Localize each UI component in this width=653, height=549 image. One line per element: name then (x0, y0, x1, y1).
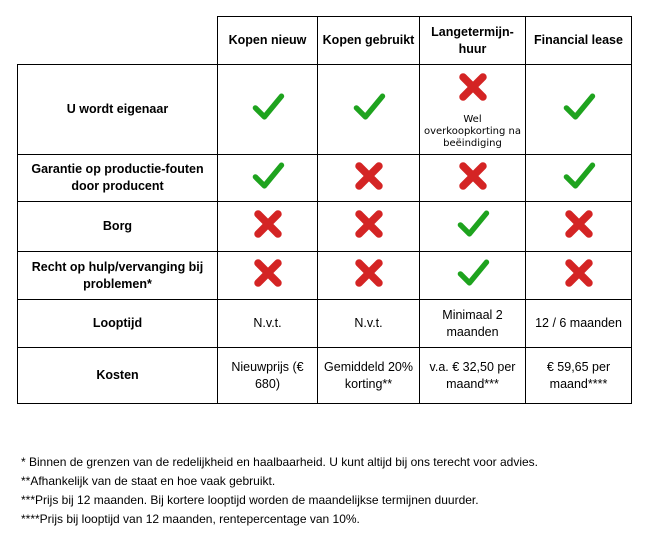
column-header-langetermijnhuur: Langetermijn-huur (420, 17, 526, 65)
table-cell (218, 252, 318, 300)
cell-note: Wel overkoopkorting na beëindiging (423, 114, 521, 149)
table-cell (420, 155, 526, 202)
table-cell (218, 202, 318, 252)
table-cell: € 59,65 per maand**** (526, 348, 632, 404)
red-cross-icon (351, 255, 387, 291)
row-label: Borg (18, 202, 218, 252)
table-cell (318, 65, 420, 155)
green-checkmark-icon (561, 158, 597, 194)
red-cross-icon (351, 158, 387, 194)
red-cross-icon (561, 206, 597, 242)
green-checkmark-icon (250, 158, 286, 194)
green-checkmark-icon (250, 89, 286, 125)
table-cell: v.a. € 32,50 per maand*** (420, 348, 526, 404)
red-cross-icon (561, 255, 597, 291)
footnote: ***Prijs bij 12 maanden. Bij kortere looptijd worden de maandelijkse termijnen duurder. (21, 493, 479, 507)
table-row-kosten (18, 348, 632, 404)
footnote: * Binnen de grenzen van de redelijkheid en haalbaarheid. U kunt altijd bij ons terecht voor advies. (21, 455, 538, 469)
table-cell (218, 65, 318, 155)
table-cell (420, 202, 526, 252)
footnotes (21, 453, 641, 529)
footnote: ****Prijs bij looptijd van 12 maanden, rentepercentage van 10%. (21, 512, 360, 526)
green-checkmark-icon (351, 89, 387, 125)
red-cross-icon (455, 158, 491, 194)
red-cross-icon (250, 206, 286, 242)
green-checkmark-icon (561, 89, 597, 125)
table-row-looptijd (18, 300, 632, 348)
table-cell: N.v.t. (218, 300, 318, 348)
column-header-kopen-gebruikt: Kopen gebruikt (318, 17, 420, 65)
corner-cell (18, 17, 218, 65)
red-cross-icon (351, 206, 387, 242)
table-cell (526, 155, 632, 202)
table-cell (526, 252, 632, 300)
red-cross-icon (455, 69, 491, 105)
table-row-hulp (18, 252, 632, 300)
green-checkmark-icon (455, 255, 491, 291)
table-cell (318, 202, 420, 252)
table-cell (420, 252, 526, 300)
footnote: **Afhankelijk van de staat en hoe vaak gebruikt. (21, 474, 276, 488)
table-row-borg (18, 202, 632, 252)
table-cell (318, 155, 420, 202)
header-row (18, 17, 632, 65)
row-label: Garantie op productie-fouten door producent (18, 155, 218, 202)
row-label: Kosten (18, 348, 218, 404)
table-cell (526, 202, 632, 252)
table-cell: 12 / 6 maanden (526, 300, 632, 348)
table-cell (526, 65, 632, 155)
table-cell (420, 65, 526, 155)
row-label: U wordt eigenaar (18, 65, 218, 155)
table-cell (318, 252, 420, 300)
green-checkmark-icon (455, 206, 491, 242)
column-header-financial-lease: Financial lease (526, 17, 632, 65)
table-row-garantie (18, 155, 632, 202)
table-row-eigenaar (18, 65, 632, 155)
table-cell (218, 155, 318, 202)
table-cell: Gemiddeld 20% korting** (318, 348, 420, 404)
red-cross-icon (250, 255, 286, 291)
comparison-table (17, 16, 632, 404)
table-cell: N.v.t. (318, 300, 420, 348)
table-cell: Nieuwprijs (€ 680) (218, 348, 318, 404)
column-header-kopen-nieuw: Kopen nieuw (218, 17, 318, 65)
row-label: Recht op hulp/vervanging bij problemen* (18, 252, 218, 300)
table-cell: Minimaal 2 maanden (420, 300, 526, 348)
row-label: Looptijd (18, 300, 218, 348)
